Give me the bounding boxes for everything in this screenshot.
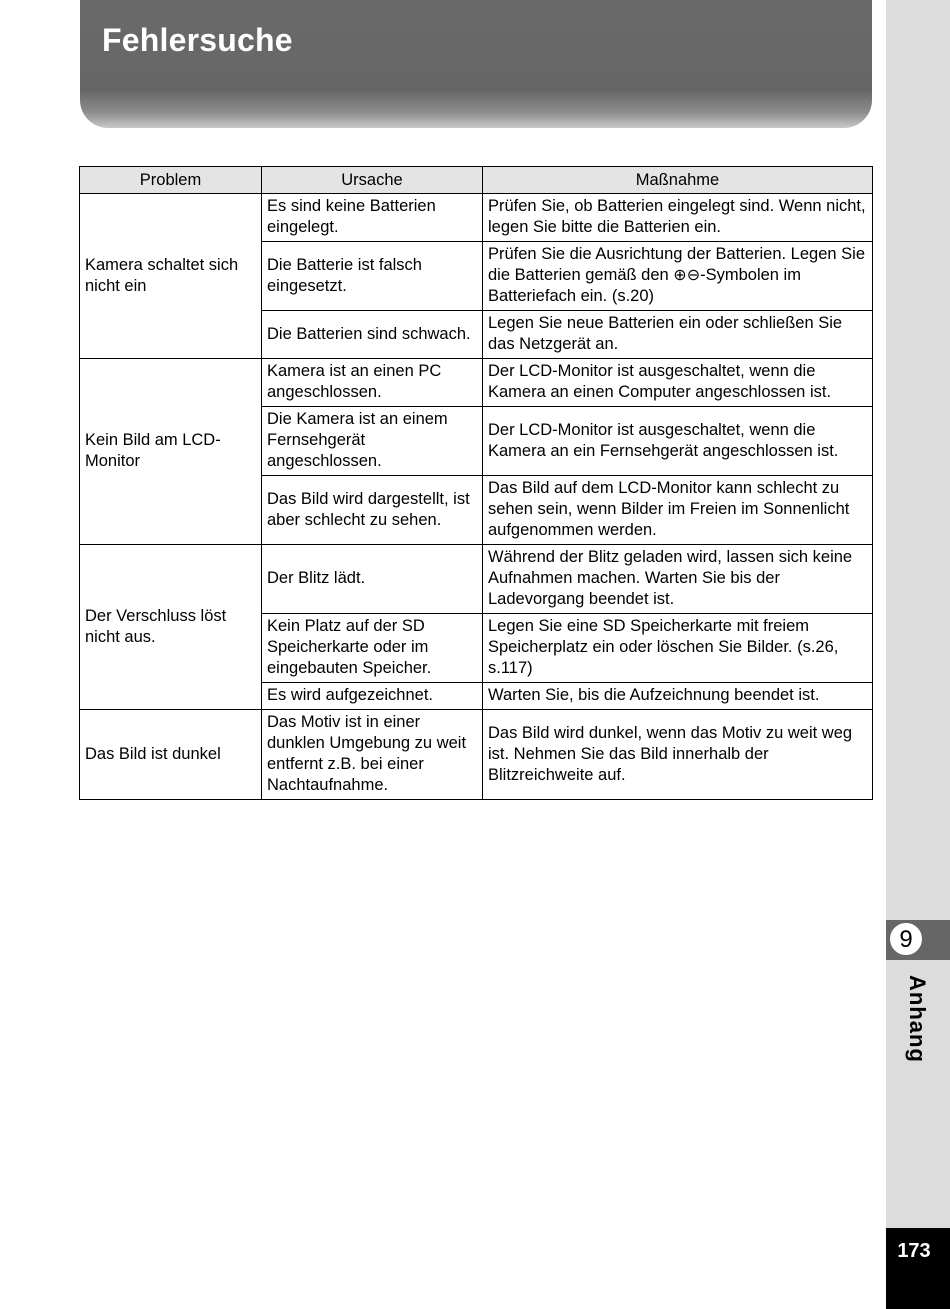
cause-cell: Die Kamera ist an einem Fernsehgerät angeschlossen.	[262, 407, 483, 476]
cause-cell: Der Blitz lädt.	[262, 545, 483, 614]
chapter-side-strip	[886, 0, 950, 1309]
plus-minus-icon: ⊕⊖	[673, 267, 701, 284]
chapter-label: Anhang	[905, 975, 930, 1063]
table-header-row	[80, 167, 873, 194]
action-cell: Legen Sie eine SD Speicherkarte mit freiem Speicherplatz ein oder löschen Sie Bilder. (s.26, s.117)	[483, 614, 873, 683]
header-banner	[80, 0, 872, 128]
cause-cell: Die Batterien sind schwach.	[262, 311, 483, 359]
action-cell: Das Bild auf dem LCD-Monitor kann schlecht zu sehen sein, wenn Bilder im Freien im Sonnenlicht aufgenommen werden.	[483, 476, 873, 545]
problem-cell: Das Bild ist dunkel	[80, 710, 262, 800]
action-cell: Während der Blitz geladen wird, lassen sich keine Aufnahmen machen. Warten Sie bis der Ladevorgang beendet ist.	[483, 545, 873, 614]
cause-cell: Es sind keine Batterien eingelegt.	[262, 194, 483, 242]
column-header-cause: Ursache	[262, 167, 483, 194]
table-row	[80, 710, 873, 800]
cause-cell: Kein Platz auf der SD Speicherkarte oder im eingebauten Speicher.	[262, 614, 483, 683]
cause-cell: Das Motiv ist in einer dunklen Umgebung zu weit entfernt z.B. bei einer Nachtaufnahme.	[262, 710, 483, 800]
problem-cell: Der Verschluss löst nicht aus.	[80, 545, 262, 710]
action-cell: Der LCD-Monitor ist ausgeschaltet, wenn die Kamera an einen Computer angeschlossen ist.	[483, 359, 873, 407]
action-cell: Legen Sie neue Batterien ein oder schließen Sie das Netzgerät an.	[483, 311, 873, 359]
column-header-problem: Problem	[80, 167, 262, 194]
action-cell: Das Bild wird dunkel, wenn das Motiv zu weit weg ist. Nehmen Sie das Bild innerhalb der Blitzreichweite auf.	[483, 710, 873, 800]
action-text: -Symbolen im Batteriefach ein. (s.20)	[488, 266, 801, 305]
cause-cell: Kamera ist an einen PC angeschlossen.	[262, 359, 483, 407]
troubleshooting-table	[79, 166, 873, 800]
cause-cell: Die Batterie ist falsch eingesetzt.	[262, 242, 483, 311]
action-cell: Der LCD-Monitor ist ausgeschaltet, wenn die Kamera an ein Fernsehgerät angeschlossen ist.	[483, 407, 873, 476]
page-number: 173	[897, 1240, 931, 1262]
action-cell: Prüfen Sie, ob Batterien eingelegt sind. Wenn nicht, legen Sie bitte die Batterien ein.	[483, 194, 873, 242]
table-row	[80, 545, 873, 614]
chapter-number-badge: 9	[890, 923, 922, 955]
page-number-box	[886, 1228, 950, 1309]
problem-cell: Kamera schaltet sich nicht ein	[80, 194, 262, 359]
page-title: Fehlersuche	[102, 22, 293, 58]
problem-cell: Kein Bild am LCD-Monitor	[80, 359, 262, 545]
chapter-tab	[886, 920, 950, 960]
action-cell	[483, 242, 873, 311]
cause-cell: Das Bild wird dargestellt, ist aber schlecht zu sehen.	[262, 476, 483, 545]
cause-cell: Es wird aufgezeichnet.	[262, 683, 483, 710]
table-row	[80, 359, 873, 407]
table-row	[80, 194, 873, 242]
action-cell: Warten Sie, bis die Aufzeichnung beendet ist.	[483, 683, 873, 710]
column-header-action: Maßnahme	[483, 167, 873, 194]
action-text: Prüfen Sie die Ausrichtung der Batterien. Legen Sie die Batterien gemäß den	[488, 245, 865, 284]
